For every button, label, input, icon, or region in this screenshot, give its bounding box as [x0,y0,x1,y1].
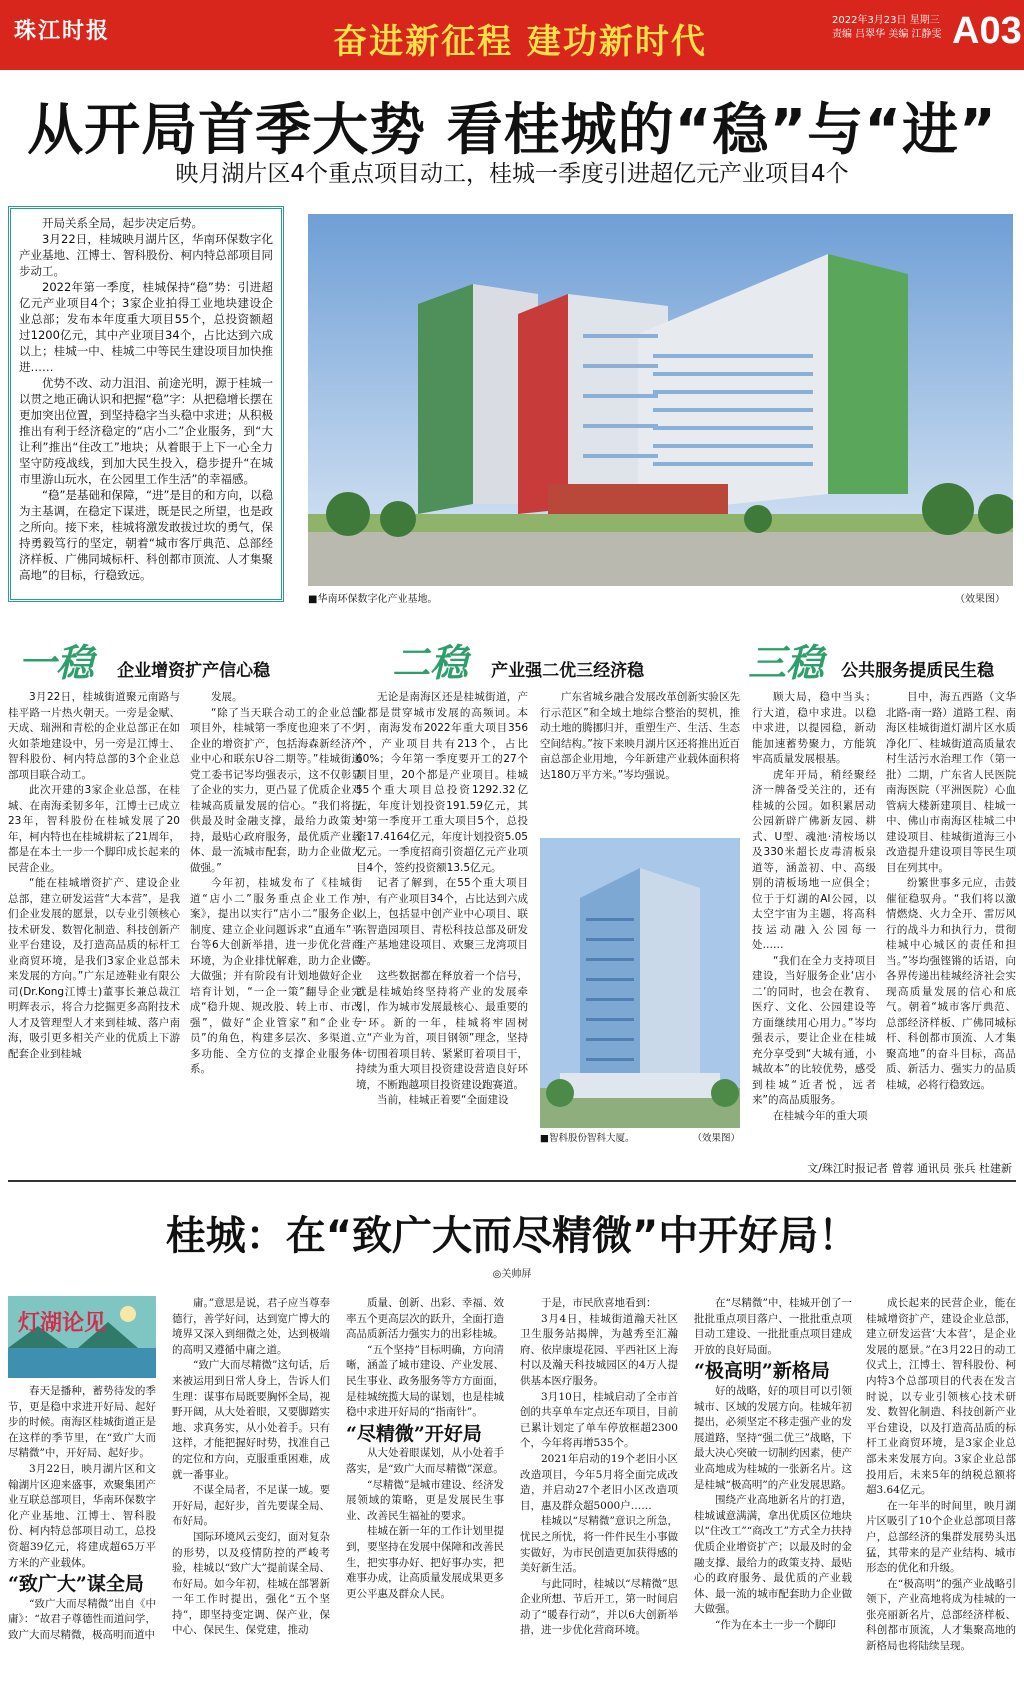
paragraph: 3月22日，映月湖片区和文翰湖片区迎来盛事，欢聚集团产业互联总部项目，华南环保数字化产业基地、江博士、智科股份、柯内特总部项目动工，总投资超39亿元，将建成超65万平方米的产业载体。 [8,1462,156,1569]
paragraph: 虎年开局，稍经聚经济一牌备受关注的，还有桂城的公园。如积累居动公园新辟广佛新友园、耕式、U型、魂池·清桉场以及330米超长皮毒清板泉道等，涵盖初、中、高级别的清板场地一应俱全；位于于灯湖的AI公园，以太空宇宙为主题，将高科技运动融入公园每一处…… [752,768,876,951]
article-column [8,690,180,1150]
paragraph: 于是，市民欣喜地看到： [541,1297,657,1309]
paragraph: 在一年半的时间里，映月湖片区吸引了10个企业总部项目落户，总部经济的集群发展势头迅猛，其带来的是产业结构、城市形态的优化和升级。 [866,1499,1016,1575]
paragraph: 桂城以“尽精微”意识之所急，忧民之所忧，将一件件民生小事做实做好，为市民创造更加获得感的美好新生活。 [520,1515,678,1575]
article-column [356,690,528,1150]
paragraph: 在“尽精微”中，桂城开创了一批批重点项目落户、一批批重点项目动工建设、一批批重点项目建成开放的良好局面。 [694,1297,852,1356]
article-column [540,690,740,830]
paragraph: 记者了解到，在55个重大项目中，有产业项目34个，占比达到六成以上，包括显中创产业中心项目、联东智造园项目、青松科技总部及研发生产基地建设项目、欢聚三龙湾项目等。 [356,877,528,967]
paragraph: 顾大局，稳中当头；行大道，稳中求进。以稳中求进，以提园稳，新动能加速蓄势聚力，方能筑牢高质量发展根基。 [752,691,876,765]
paragraph: 2021年启动的19个老旧小区改造项目，今年5月将全面完成改造，并启动27个老旧小区改造项目，惠及群众超5000户…… [520,1452,678,1512]
paragraph: 这些数据都在释放着一个信号，就是桂城始终坚持将产业的发展牵引，作为城市发展最核心、最重要的一环。新的一年，桂城将牢固树立“产业为首，项目钢领”理念，坚持一切围着项目转、紧紧盯着项目干，持续为重大项目投资建设营造良好环境，不断跑越项目投资建设跑赛道。 [356,970,528,1091]
paragraph: 庸。”意思是说，君子应当尊奉德行，善学好问，达到宽广博大的境界又深入到细微之处，达到极端的高明又遵循中庸之道。 [172,1297,330,1356]
paper-name-logo: 珠江时报 [14,18,111,44]
paragraph: 围绕产业高地新名片的打造，桂城诚意满满，拿出优质区位地块以“住改工”“商改工”方式全力扶持优质企业增资扩产；以最及时的金融支撑、最给力的政策支持、最贴心的政府服务、最优质的产业载体、最一流的城市配套助力企业做大做强。 [694,1494,852,1616]
paragraph: “除了当天联合动工的企业总部项目外，桂城第一季度也迎来了不少企业的增资扩产，包括海森新经济产业中心和联东U谷二期等。”桂城街道党工委书记岑均强表示，这不仅彰显了企业的实力，更凸显了优质企业对桂城高质量发展的信心。“我们将提供最及时金融支撑，最给力政策支持，最贴心政府服务，最优质产业载体、最一流城市配套，助力企业做大做强。” [190,706,362,874]
commentary-column [8,1384,156,1674]
paragraph: “作为在本土一步一个脚印 [715,1618,836,1631]
paragraph: “致广大而尽精微”这句话，后来被运用到日常人身上，告诉人们生理：谋事布局既要胸怀全局，视野开阔，从大处着眼，又要脚踏实地、求真务实，从小处着手。只有这样，才能把握好时势，找准自己的定位和方向，克服重重困难，成就一番事业。 [172,1359,330,1481]
issue-info [832,14,942,42]
issue-date: 2022年3月23日 星期三 [832,15,940,26]
intro-paragraph: 开局关系全局，起步决定后势。 [42,216,203,230]
caption-text: 华南环保数字化产业基地。 [317,594,438,605]
commentary-column [520,1296,678,1674]
paragraph: 国际环境风云变幻，面对复杂的形势，以及疫情防控的严峻考验，桂城以“致广大”提前谋全局、布好局。如今年初，桂城在部署新一年工作时提出，强化“五个坚持”，即坚持变定调、保产业，保中心、保民生、保党建，推动 [172,1530,330,1637]
intro-box [8,206,284,602]
article-divider [8,1180,1016,1182]
tower-rendering [540,838,740,1128]
subheading: “致广大”谋全局 [8,1573,144,1596]
column-logo-title: 灯湖论见 [18,1310,107,1336]
paragraph: 从大处着眼谋划，从小处着手落实，是“致广大而尽精微”深意。 [346,1447,504,1475]
caption-note: （效果图） [955,594,1005,605]
industrial-base-rendering [308,214,1013,586]
paragraph: “致广大而尽精微”出自《中庸》：“故君子尊德性而道问学，致广大而尽精微，极高明而道中 [8,1597,156,1641]
section-title: 产业强二优三经济稳 [491,661,645,681]
section-title: 企业增资扩产信心稳 [117,661,271,681]
intro-paragraph: 优势不改、动力沮泪、前途光明，源于桂城一以贯之地正确认识和把握“稳”字：从把稳增长摆在更加突出位置，到坚持稳字当头稳中求进；从积极推出有利于经济稳定的“店小二”企业服务，到“大让利”推出“住改工”地块；从着眼于上下一心全力坚守防疫战线，到加大民生投入，稳步提升“在城市里游山玩水，在公园里工作生活”的幸福感。 [19,376,273,486]
page-number: A03 [952,10,1022,52]
section-title: 公共服务提质民生稳 [841,661,995,681]
paragraph: “五个坚持”目标明确，方向清晰，涵盖了城市建设、产业发展、民生事业、政务服务等方方面面，是桂城统揽大局的谋划，也是桂城稳中求进开好局的“指南针”。 [346,1343,504,1419]
paragraph: 成长起来的民营企业，能在桂城增资扩产，建设企业总部，建立研发运营‘大本营’，是企业发展的愿景。”在3月22日的动工仪式上，江博士、智科股份、柯内特3个总部项目的代表在发言时说，以专业引领核心技术研发、数智化制造、科技创新产业平台建设，以及打造高品质的标杆工业商贸环境，是3家企业总部未来发展方向。3家企业总部投用后，未来5年的纳税总额将超3.64亿元。 [866,1297,1016,1497]
paragraph: “尽精微”是城市建设、经济发展领域的策略，更是发展民生事业、改善民生福祉的要求。 [346,1478,504,1522]
caption-bullet: ■ [308,594,318,605]
section-header-2 [392,632,644,687]
paragraph: 纷繁世事多元应，击鼓催征稳驭舟。“我们将以激情燃烧、火力全开、雷厉风行的战斗力和执行力，贯彻桂城中心城区的责任和担当。”岑均强铿锵的话语，向各界传递出桂城经济社会实现高质量发展的信心和底气。朝着“城市客厅典范、总部经济样板、广佛同城标杆、科创都市顶流、人才集聚高地”的奋斗目标，高品质、新活力、强实力的品质桂城，必将行稳致远。 [886,877,1016,1091]
main-subhead: 映月湖片区4个重点项目动工，桂城一季度引进超亿元产业项目4个 [175,161,849,187]
section-number: 一稳 [18,640,95,685]
article-column [886,690,1016,1150]
paragraph: 广东省城乡融合发展改革创新实验区先行示范区”和全域土地综合整治的契机，推动土地的腾挪归并，重塑生产、生活、生态空间结构。”按下来映月湖片区还将推出近百亩总部企业用地，今年新建产业载体面积将达180万平方米。”岑均强说。 [540,691,740,781]
paragraph: 3月22日，桂城街道聚元南路与桂平路一片热火朝天。一旁是金赋、天成、瑞洲和青松的企业总部正在如火如荼地建设中，另一旁是江博士、智科股份、柯内特总部的3个企业总部项目联合动工。 [8,691,180,781]
paragraph: 质量、创新、出彩、幸福、效率五个更高层次的跃升，全面打造高品质新活力强实力的出彩桂城。 [346,1297,504,1341]
paragraph: 此次开建的3家企业总部，在桂城、在南海柔韧多年，江博士已成立23年，智科股份在桂城发展了20年，柯内特也在桂城耕耘了21周年，都是在本土一步一个脚印成长起来的民营企业。 [8,784,180,874]
paragraph: 好的战略，好的项目可以引领城市、区域的发展方向。桂城年初提出，必须坚定不移走强产业的发展道路，坚持“强二优三”战略，下最大决心突破一切制约因素，使产业高地成为桂城的一张新名片。这是桂城“极高明”的产业发展思路。 [694,1384,852,1491]
section-number: 三稳 [748,640,825,685]
paragraph: “能在桂城增资扩产、建设企业总部，建立研发运营“大本营”，是我们企业发展的愿景，以专业引领核心技术研发、数智化制造、科技创新产业平台建设，及打造高品质的标杆工业商贸环境，是我们3家企业总部未来发展的方向。”广东足迹鞋业有限公司(Dr.Kong江博士)董事长兼总裁江明辉表示，将合力挖掘更多高附技术人才及管理型人才来到桂城、落户南海，吸引更多相关产业的优质上下游配套企业到桂城 [8,877,180,1060]
commentary-column [346,1296,504,1674]
paragraph: 在“极高明”的强产业战略引领下，产业高地将成为桂城的一张亮丽新名片，总部经济样板、科创都市顶流，人才集聚高地的新格局也将陆续呈现。 [866,1577,1016,1653]
byline: 文/珠江时报记者 曾蓉 通讯员 张兵 杜建新 [807,1162,1012,1175]
commentary-author: ◎关帅屏 [492,1269,532,1280]
caption-bullet: ■ [540,1133,549,1144]
paragraph: 当前，桂城正着要“全面建设 [377,1094,509,1106]
commentary-headline: 桂城：在“致广大而尽精微”中开好局！ [165,1213,859,1259]
commentary-column [172,1296,330,1674]
paragraph: 目中，海五西路（文华北路-南一路）道路工程、南海区桂城街道灯湖片区水质净化厂、桂城街道高质量农村生活污水治理工作（第一批）二期，广东省人民医院南海医院（平洲医院）心血管病大楼新建项目、桂城一中、佛山市南海区桂城二中建设项目、桂城街道海三小改造提升建设项目等民生项目在列其中。 [886,691,1016,874]
article-column [752,690,876,1150]
subheading: “极高明”新格局 [694,1360,830,1383]
issue-editors: 责编 吕翠华 美编 江静雯 [832,29,942,40]
commentary-column [866,1296,1016,1674]
paragraph: 与此同时，桂城以“尽精微”思企业所想、节后开工，第一时间启动了“暖春行动”，并以6大创新举措，进一步优化营商环境。 [520,1577,678,1637]
column-logo [8,1296,156,1378]
section-number: 二稳 [392,640,469,685]
section-header-3 [748,632,994,687]
intro-paragraph: 2022年第一季度，桂城保持“稳”势：引进超亿元产业项目4个；3家企业拍得工业地块建设企业总部；发布本年度重大项目55个，总投资额超过1200亿元，其中产业项目34个，占比达到六成以上；桂城一中、桂城二中等民生建设项目加快推进…… [19,280,273,374]
paragraph: 3月10日，桂城启动了全市首创的共享单车定点还车项目，目前已累计划定了单车停放框超2300个，今年将再增535个。 [520,1390,678,1450]
caption-note: （效果图） [692,1133,740,1144]
caption-text: 智科股份智科大厦。 [548,1133,635,1144]
paragraph: 桂城在新一年的工作计划里提到，要坚持在发展中保障和改善民生，把实事办好、把好事办实，把难事办成，让高质量发展成果更多更公平惠及群众人民。 [346,1525,504,1600]
side-photo-caption [540,1130,740,1144]
paragraph: 今年初，桂城发布了《桂城街道“店小二”服务重点企业工作方案》，提出以实行“店小二”服务企业制度、建立企业问题诉求“直通车”平台等6大创新举措，进一步优化营商环境，为企业排忧解难，助力企业做大做强；并有阶段有计划地做好企业培育计划，“一企一策”翻导企业完成“稳升规、规改股、转上市、市改强”，做好“企业管家”和“企业专员”的角色，构建多层次、多渠道、多功能、全方位的支撑企业服务体系。 [190,877,362,1075]
paragraph: 在桂城今年的重大项 [773,1109,868,1122]
main-photo-caption [308,590,1013,605]
paragraph: 不谋全局者，不足谋一域。要开好局，起好步，首先要谋全局、布好局。 [172,1484,330,1528]
paragraph: 无论是南海区还是桂城街道，产业都是贯穿城市发展的高频词。本月，南海发布2022年重大项目356个，产业项目共有213个，占比60%；今年第一季度要开工的27个项目里，20个都是产业项目。桂城55个重大项目总投资1292.32亿元，年度计划投资191.59亿元，其中第一季度开工重大项目5个，总投资17.4164亿元，年度计划投资5.05亿元。一季度招商引资超亿元产业项目4个，签约投资额13.5亿元。 [356,691,528,874]
page-slogan: 奋进新征程 建功新时代 [333,22,707,62]
article-column [190,690,362,1150]
paragraph: 3月4日，桂城街道瀚天社区卫生服务站揭牌，为越秀至汇瀚府、依岸康堤花园、平西社区上海村以及瀚天科技城园区的4万人提供基本医疗服务。 [520,1312,678,1387]
main-headline: 从开局首季大势 看桂城的“稳”与“进” [27,98,997,163]
paragraph: 春天是播种，蓄势待发的季节，更是稳中求进开好局、起好步的时候。南海区桂城街道正是在这样的季节里，在“致广大而尽精微”中，开好局、起好步。 [8,1385,156,1460]
paragraph: “我们在全力支持项目建设，当好服务企业‘店小二’的同时，也会在教育、医疗、文化、公园建设等方面继续用心用力。”岑均强表示，要让企业在桂城充分享受到“大城有通，小城故本”的比较优势，感受到桂城“近者悦，远者来”的高品质服务。 [752,954,876,1106]
subheading: “尽精微”开好局 [346,1422,482,1445]
intro-paragraph: “稳”是基础和保障，“进”是目的和方向，以稳为主基调，在稳定下谋进，既是民之所望，也是政之所向。接下来，桂城将激发敢拔过坎的勇气，保持勇毅笃行的坚定，朝着“城市客厅典范、总部经济样板、广佛同城标杆、科创都市顶流、人才集聚高地”的目标，行稳致远。 [19,488,273,582]
commentary-column [694,1296,852,1674]
intro-paragraph: 3月22日，桂城映月湖片区，华南环保数字化产业基地、江博士、智科股份、柯内特总部项目同步动工。 [19,232,273,278]
section-header-1 [18,632,270,687]
paragraph: 发展。 [211,691,243,703]
